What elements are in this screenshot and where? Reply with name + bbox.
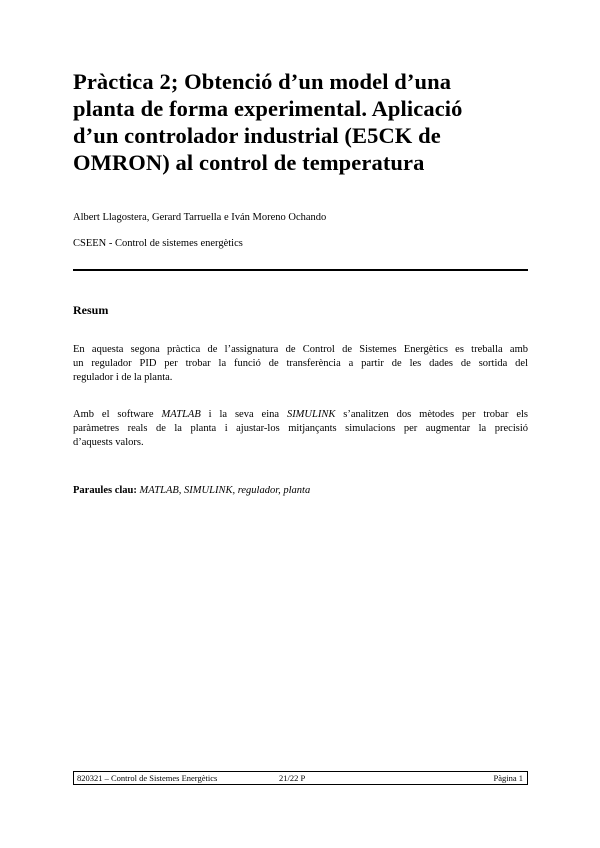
software-name-matlab: MATLAB <box>161 409 201 420</box>
footer-group: 21/22 P <box>279 773 306 783</box>
paragraph-line: En aquesta segona pràctica de l’assignatura de Control de Sistemes Energètics es treballa amb <box>73 344 528 355</box>
footer-page-number: Pàgina 1 <box>493 773 523 783</box>
document-title <box>73 68 543 176</box>
text-run: s’analitzen dos mètodes per trobar els <box>335 409 529 420</box>
title-line: planta de forma experimental. Aplicació <box>73 96 463 121</box>
paragraph-line <box>73 408 528 422</box>
abstract-paragraph-2 <box>73 408 528 450</box>
page-footer <box>73 771 528 785</box>
course-name: CSEEN - Control de sistemes energètics <box>73 238 243 249</box>
keywords <box>73 485 310 496</box>
keywords-label: Paraules clau: <box>73 485 137 496</box>
keywords-value: MATLAB, SIMULINK, regulador, planta <box>139 485 311 496</box>
text-run: i la seva eina <box>200 409 287 420</box>
paragraph-line: un regulador PID per trobar la funció de transferència a partir de les dades de sortida del <box>73 358 528 369</box>
title-line: Pràctica 2; Obtenció d’un model d’una <box>73 69 452 94</box>
title-line: d’un controlador industrial (E5CK de <box>73 123 441 148</box>
title-line: OMRON) al control de temperatura <box>73 150 425 175</box>
paragraph-line: paràmetres reals de la planta i ajustar-los mitjançants simulacions per augmentar la precisió <box>73 423 528 434</box>
authors: Albert Llagostera, Gerard Tarruella e Iván Moreno Ochando <box>73 212 327 223</box>
paragraph-line: regulador i de la planta. <box>73 372 173 383</box>
paragraph-line: d’aquests valors. <box>73 437 144 448</box>
abstract-paragraph-1 <box>73 343 528 385</box>
footer-course-code: 820321 – Control de Sistemes Energètics <box>77 773 218 783</box>
software-name-simulink: SIMULINK <box>286 409 336 420</box>
horizontal-rule <box>73 269 528 271</box>
text-run: Amb el software <box>73 409 162 420</box>
abstract-heading: Resum <box>73 303 109 317</box>
